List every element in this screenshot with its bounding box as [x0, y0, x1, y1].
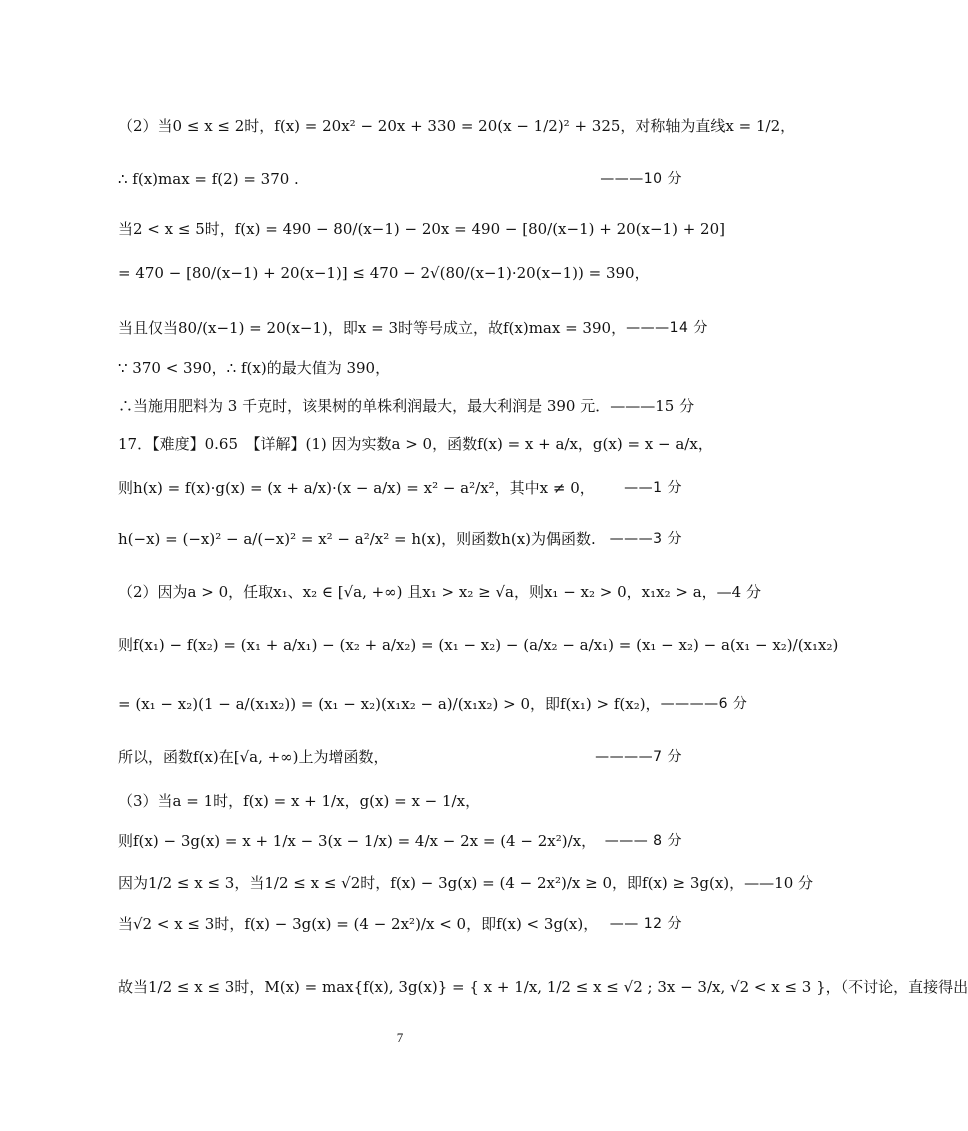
line-text: 则h(x) = f(x)·g(x) = (x + a/x)·(x − a/x) = x² − a²/x²，其中x ≠ 0， [118, 479, 595, 497]
line-text: 故当1/2 ≤ x ≤ 3时，M(x) = max{f(x), 3g(x)} = { x + 1/x, 1/2 ≤ x ≤ √2 ; 3x − 3/x, √2 < x ≤ 3 }，（不讨论，直接得出 [118, 978, 968, 996]
text-line [118, 433, 713, 455]
score-mark: ——— 8 分 [604, 833, 682, 849]
line-text: ∴当施用肥料为 3 千克时，该果树的单株利润最大，最大利润是 390 元．———15 分 [118, 397, 695, 415]
line-text: = 470 − [80/(x−1) + 20(x−1)] ≤ 470 − 2√(80/(x−1)·20(x−1)) = 390， [118, 264, 650, 282]
text-line [118, 746, 682, 768]
text-line [118, 115, 796, 137]
page-number: 7 [396, 1030, 404, 1045]
line-text: 当2 < x ≤ 5时，f(x) = 490 − 80/(x−1) − 20x = 490 − [80/(x−1) + 20(x−1) + 20] [118, 220, 725, 238]
text-line [118, 976, 968, 998]
text-line [118, 262, 682, 284]
line-text: （2）因为a > 0，任取x₁、x₂ ∈ [√a, +∞) 且x₁ > x₂ ≥ √a，则x₁ − x₂ > 0，x₁x₂ > a，—4 分 [118, 583, 761, 601]
line-text: 所以，函数f(x)在[√a, +∞)上为增函数， [118, 748, 389, 766]
text-line [118, 477, 682, 499]
line-text: 17．【难度】0.65 【详解】(1) 因为实数a > 0，函数f(x) = x + a/x，g(x) = x − a/x， [118, 435, 713, 453]
line-text: 因为1/2 ≤ x ≤ 3，当1/2 ≤ x ≤ √2时，f(x) − 3g(x) = (4 − 2x²)/x ≥ 0，即f(x) ≥ 3g(x)，——10 分 [118, 874, 814, 892]
line-text: h(−x) = (−x)² − a/(−x)² = x² − a²/x² = h(x)，则函数h(x)为偶函数. [118, 530, 596, 548]
score-mark: ———3 分 [609, 531, 682, 547]
text-line [118, 317, 708, 339]
line-text: 则f(x₁) − f(x₂) = (x₁ + a/x₁) − (x₂ + a/x₂) = (x₁ − x₂) − (a/x₂ − a/x₁) = (x₁ − x₂) − a(x₁ − x₂)/(x₁x₂) [118, 636, 839, 654]
line-text: （2）当0 ≤ x ≤ 2时，f(x) = 20x² − 20x + 330 = 20(x − 1/2)² + 325，对称轴为直线x = 1/2， [118, 117, 796, 135]
score-mark: —— 12 分 [609, 916, 682, 932]
score-mark: ————7 分 [595, 749, 682, 765]
line-text: 当√2 < x ≤ 3时，f(x) − 3g(x) = (4 − 2x²)/x < 0，即f(x) < 3g(x)， [118, 915, 599, 933]
text-line [118, 581, 761, 603]
text-line [118, 913, 682, 935]
line-text: 则f(x) − 3g(x) = x + 1/x − 3(x − 1/x) = 4/x − 2x = (4 − 2x²)/x， [118, 832, 597, 850]
score-mark: ——1 分 [624, 480, 682, 496]
line-text: 当且仅当80/(x−1) = 20(x−1)，即x = 3时等号成立，故f(x)max = 390， [118, 319, 627, 337]
text-line [118, 528, 682, 550]
text-line [118, 168, 682, 190]
score-mark: ———14 分 [626, 320, 708, 336]
text-line [118, 357, 682, 379]
text-line [118, 790, 682, 812]
text-line [118, 395, 695, 417]
score-mark: ————6 分 [660, 696, 748, 712]
text-line [118, 872, 814, 894]
line-text: ∵ 370 < 390，∴ f(x)的最大值为 390， [118, 359, 391, 377]
text-line [118, 830, 682, 852]
line-text: = (x₁ − x₂)(1 − a/(x₁x₂)) = (x₁ − x₂)(x₁x₂ − a)/(x₁x₂) > 0，即f(x₁) > f(x₂)， [118, 695, 661, 713]
text-line [118, 218, 725, 240]
line-text: （3）当a = 1时，f(x) = x + 1/x，g(x) = x − 1/x， [118, 792, 481, 810]
line-text: ∴ f(x)max = f(2) = 370 . [118, 170, 299, 188]
text-line [118, 693, 748, 715]
text-line [118, 634, 839, 656]
score-mark: ———10 分 [600, 171, 682, 187]
